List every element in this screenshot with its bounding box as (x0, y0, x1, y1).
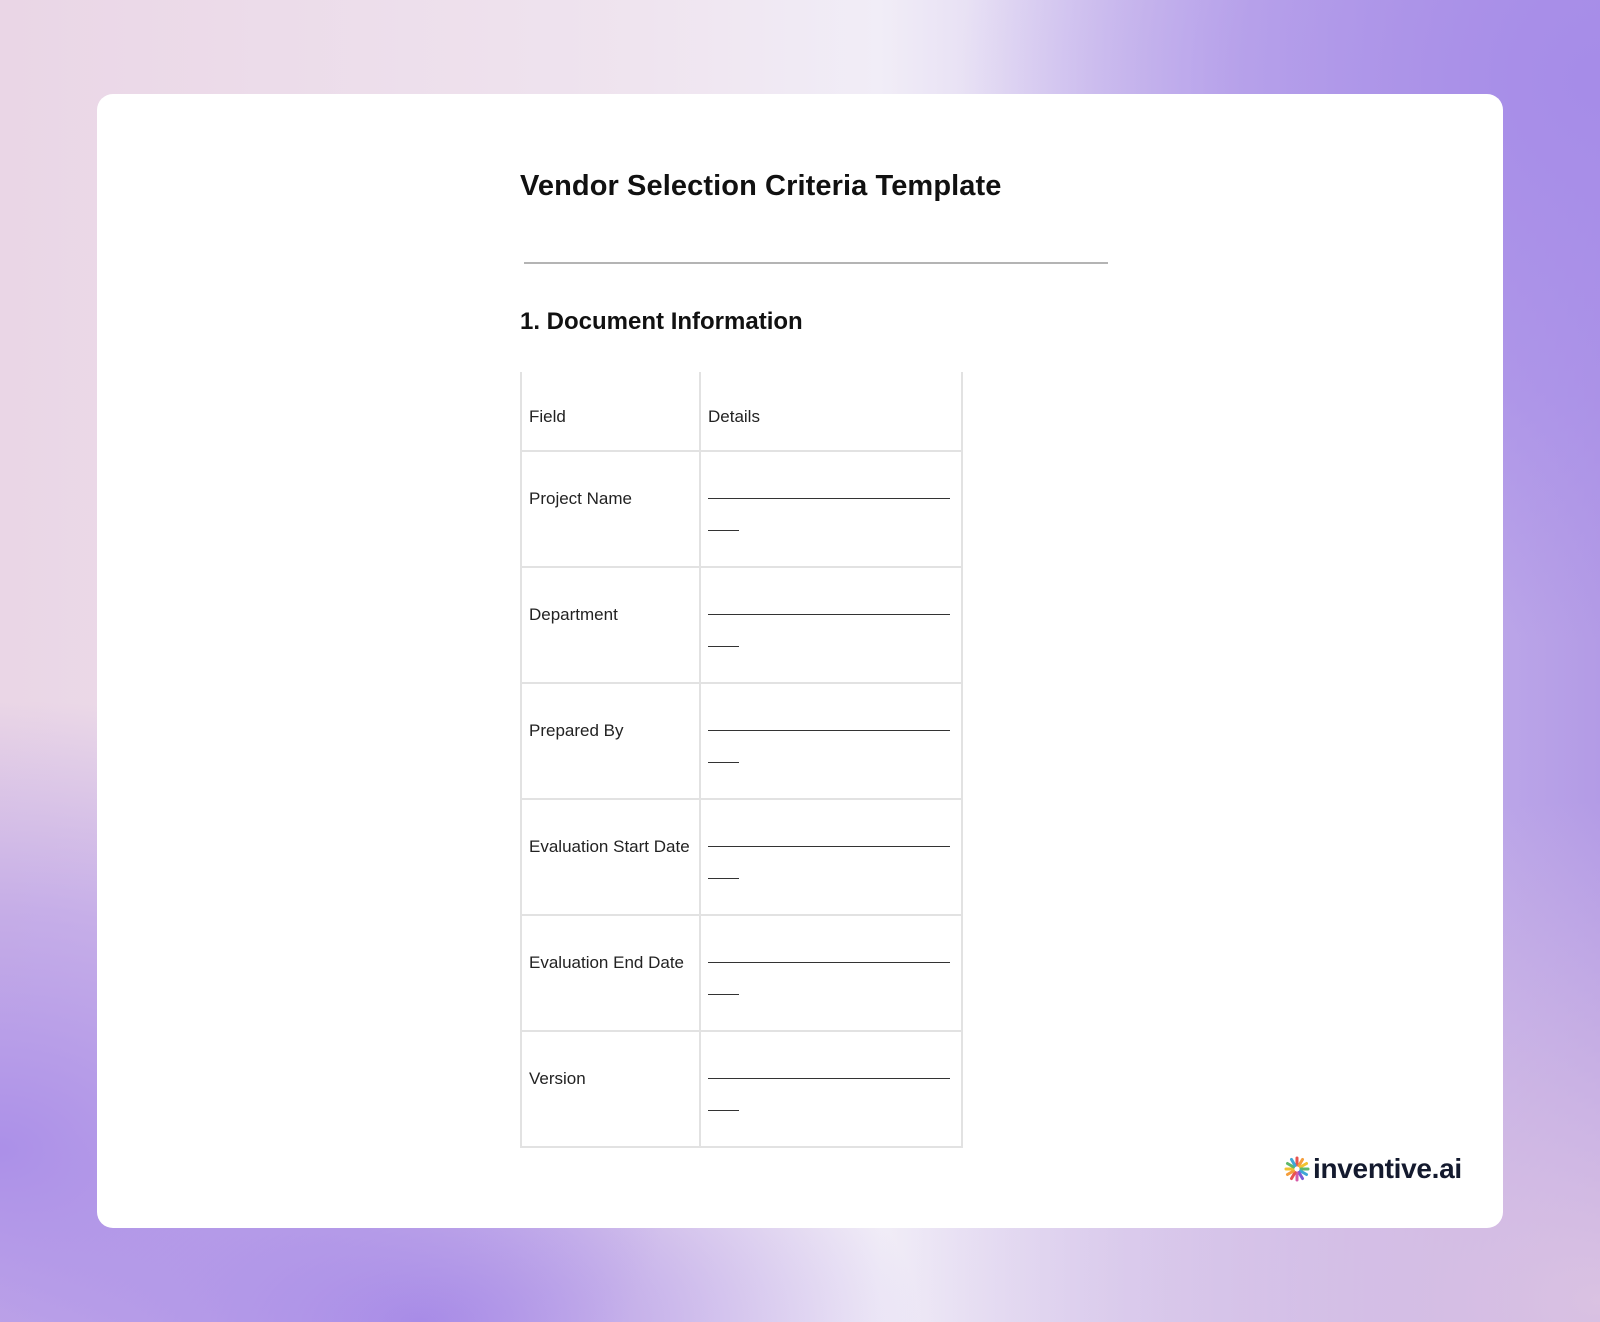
blank-line-continuation (708, 994, 739, 995)
details-cell[interactable] (700, 915, 962, 1031)
blank-line-continuation (708, 878, 739, 879)
field-label-prepared-by: Prepared By (529, 721, 624, 740)
section-heading-document-information: 1. Document Information (520, 308, 803, 335)
details-cell[interactable] (700, 1031, 962, 1147)
blank-line (708, 614, 950, 615)
blank-line (708, 498, 950, 499)
blank-line-continuation (708, 762, 739, 763)
blank-line (708, 846, 950, 847)
field-label-version: Version (529, 1069, 586, 1088)
table-row (521, 1031, 962, 1147)
table-header-row (521, 372, 962, 451)
details-cell[interactable] (700, 683, 962, 799)
details-cell[interactable] (700, 567, 962, 683)
logo-text: inventive.ai (1313, 1153, 1462, 1184)
field-cell (521, 683, 700, 799)
blank-line (708, 730, 950, 731)
title-divider (524, 262, 1108, 264)
details-cell[interactable] (700, 451, 962, 567)
table-row (521, 451, 962, 567)
field-cell (521, 567, 700, 683)
table-row (521, 915, 962, 1031)
blank-line (708, 962, 950, 963)
field-cell (521, 451, 700, 567)
document-information-table (520, 372, 963, 1148)
details-cell[interactable] (700, 799, 962, 915)
inventive-logo (1284, 1152, 1462, 1186)
header-cell-details (700, 372, 962, 451)
blank-line-continuation (708, 1110, 739, 1111)
header-label-field: Field (529, 407, 566, 426)
field-label-evaluation-start-date: Evaluation Start Date (529, 837, 690, 856)
blank-line-continuation (708, 646, 739, 647)
sparkle-burst-icon (1284, 1156, 1310, 1182)
field-label-evaluation-end-date: Evaluation End Date (529, 953, 684, 972)
header-label-details: Details (708, 407, 760, 426)
document-title: Vendor Selection Criteria Template (520, 170, 1002, 202)
field-cell (521, 915, 700, 1031)
document-card (97, 94, 1503, 1228)
field-label-project-name: Project Name (529, 489, 632, 508)
table-row (521, 567, 962, 683)
field-label-department: Department (529, 605, 618, 624)
table-row (521, 683, 962, 799)
field-cell (521, 799, 700, 915)
blank-line-continuation (708, 530, 739, 531)
header-cell-field (521, 372, 700, 451)
blank-line (708, 1078, 950, 1079)
table-row (521, 799, 962, 915)
field-cell (521, 1031, 700, 1147)
